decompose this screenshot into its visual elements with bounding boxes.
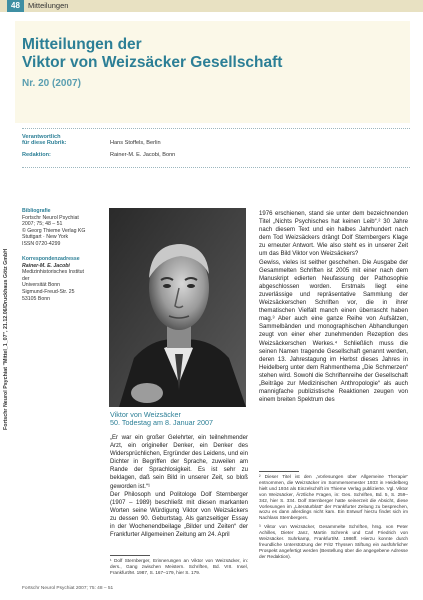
correspondence-line: Sigmund-Freud-Str. 25 <box>22 288 75 295</box>
footnote-separator <box>259 471 299 472</box>
page-footer: Fortschr Neurol Psychiat 2007; 75: 48 – 51 <box>22 586 114 591</box>
bibliography-line: © Georg Thieme Verlag KG <box>22 227 86 234</box>
paragraph: „Er war ein großer Gelehrter, ein teilnehmender Arzt, ein origineller Denker, ein Denker des Widersprüchlichen, Ergründer des Leidens, und ein Dichter in Begriffen der Sprache, zuweilen am Rande der Sprachlosigkeit. Es ist sehr zu beklagen, daß sein Bild in unserer Zeit, so bloß geworden ist.“¹ <box>110 435 248 490</box>
footnote: ³ Viktor von Weizsäcker, Gesammelte Schriften, hrsg. von Peter Achilles, Dieter Janz, Martin Schrenk und Carl Friedrich von Weizsäcker. Suhrkamp, Frankfurt/M. 1986ff. Hierzu konnte durch freundliche Unterstützung der Fritz Thyssen Stiftung ein ausführlicher Prospekt angefertigt werden (Bestellung über die angegebene Adresse der Redaktion). <box>259 524 408 559</box>
footnote: ¹ Dolf Sternberger, Erinnerungen an Viktor von Weizsäcker, in: ders., Gang zwischen Meistern. Schriften, Bd. VIII. Insel, Frankfurt/M. 1987, S. 167–179, hier S. 179. <box>110 558 248 575</box>
page-title-line2: Viktor von Weizsäcker Gesellschaft <box>22 54 283 71</box>
right-footnotes <box>259 474 408 563</box>
caption-date: 50. Todestag am 8. Januar 2007 <box>110 418 213 428</box>
caption-name: Viktor von Weizsäcker <box>110 410 181 419</box>
paragraph: Der Philosoph und Politologe Dolf Sternberger (1907 – 1989) beschließt mit diesen markanten Worten seine Würdigung Viktor von Weizsäckers zu dessen 90. Geburtstag. Als ganzseitiger Essay in der Wochenendbeilage „Bilder und Zeiten“ der Frankfurter Allgemeinen Zeitung am 24. April <box>110 491 248 539</box>
bibliography-line: ISSN 0720-4299 <box>22 240 61 247</box>
correspondence <box>22 256 92 302</box>
page-number: 48 <box>7 0 24 12</box>
left-footnotes <box>110 558 248 579</box>
correspondence-name: Rainer-M. E. Jacobi <box>22 262 70 269</box>
issue-number: Nr. 20 (2007) <box>22 78 81 89</box>
responsibility-block <box>22 134 412 162</box>
correspondence-line: Medizinhistorisches Institut der <box>22 269 84 282</box>
responsible-value: Hans Stoffels, Berlin <box>110 140 161 146</box>
bibliography-line: 2007; 75; 48 – 51 <box>22 221 63 228</box>
section-label: Mitteilungen <box>28 1 69 10</box>
print-slug-text: Fortschr Neurol Psychiat "Mittel_1_07", 21.12.06/Druckhaus Götz GmbH <box>3 248 9 430</box>
photo-caption <box>110 411 213 428</box>
left-column <box>110 434 248 539</box>
portrait-illustration <box>109 208 246 407</box>
responsible-label: Verantwortlich <box>22 134 61 140</box>
print-slug <box>3 198 11 438</box>
correspondence-line: Universität Bonn <box>22 282 61 289</box>
bibliography <box>22 208 92 248</box>
bibliography-heading: Bibliografie <box>22 208 51 214</box>
responsible-label-2: für diese Rubrik: <box>22 140 67 146</box>
footnote: ² Dieser Titel ist den „Vorlesungen über Allgemeine Therapie“ entnommen, die Weizsäcker im Sommersemester 1933 in Heidelberg hielt und 1934 als Einzelschrift im Thieme Verlag publizierte. Vgl. Viktor von Weizsäcker, Ärztliche Fragen, in: Ges. Schriften, Bd. 5, S. 259–342, hier S. 334. Dolf Sternberger hatte seinerzeit die Absicht, diese Vorlesungen im „Literaturblatt“ der Frankfurter Zeitung zu besprechen, wozu es dann allerdings nicht kam. Ein Entwurf hierzu findet sich im Nachlass Sternbergers. <box>259 474 408 521</box>
right-column <box>259 210 408 404</box>
bibliography-line: Stuttgart · New York <box>22 234 69 241</box>
editorial-label: Redaktion: <box>22 152 51 158</box>
portrait-photo <box>109 208 246 407</box>
bibliography-line: Fortschr Neurol Psychiat <box>22 214 79 221</box>
page-title-line1: Mitteilungen der <box>22 36 142 53</box>
divider <box>22 167 410 168</box>
correspondence-heading: Korrespondenzadresse <box>22 256 80 262</box>
footnote-separator <box>110 555 150 556</box>
correspondence-line: 53105 Bonn <box>22 295 50 302</box>
paragraph: 1976 erschienen, stand sie unter dem bezeichnenden Titel „Nichts Psychisches hat keinen Leib“.² 30 Jahre nach diesem Text und ein halbes Jahrhundert nach dem Tod Weizsäckers drängt Dolf Sternbergers Klage zu erneuter Antwort. Wie also steht es in unserer Zeit um das Bild Viktor von Weizsäckers? <box>259 211 408 258</box>
editorial-value: Rainer-M. E. Jacobi, Bonn <box>110 152 176 158</box>
paragraph: Gewiss, vieles ist seither geschehen. Die Ausgabe der Gesammelten Schriften ist 2005 mit einer nach dem Manuskript edierten Neufassung der Pathosophie abgeschlossen worden. Erstmals liegt eine zuverlässige und repräsentative Sammlung der Weizsäckerschen Schriften vor, die in ihrer thematischen Vielfalt manch einen überrascht haben mag.³ Aber auch eine ganze Reihe von Aufsätzen, Sammelbänden und monographischen Abhandlungen zeugt von einer eher zunehmenden Rezeption des Weizsäckerschen Werkes.⁴ Schließlich muss die seinen Namen tragende Gesellschaft genannt werden, deren 13. Jahrestagung im Herbst dieses Jahres in Heidelberg unter dem Rahmenthema „Die Schmerzen“ stehen wird. Sowohl die Schriftenreihe der Gesellschaft „Beiträge zur Medizinischen Anthropologie“ als auch mannigfache publizistische Reaktionen zeugen von einem breiten Spektrum des <box>259 259 408 404</box>
divider <box>22 128 410 129</box>
